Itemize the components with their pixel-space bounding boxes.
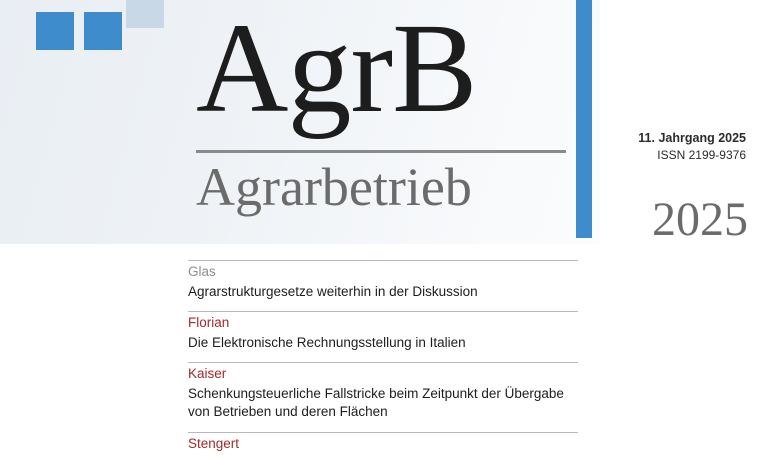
volume-label: 11. Jahrgang 2025 (638, 131, 746, 145)
decorative-square-blue-2 (84, 12, 122, 50)
toc-entry[interactable] (188, 358, 578, 421)
toc-author: Glas (188, 264, 216, 279)
decorative-square-light (126, 0, 164, 28)
journal-title-wrap (196, 0, 566, 139)
journal-title: AgrB (196, 0, 477, 139)
vertical-blue-bar (576, 0, 592, 238)
toc-entry[interactable] (188, 307, 578, 352)
entry-divider (188, 311, 578, 312)
entry-divider (188, 260, 578, 261)
toc-entry[interactable] (188, 256, 578, 301)
year-label: 2025 (652, 193, 748, 246)
toc-author: Stengert (188, 435, 240, 451)
toc-author: Kaiser (188, 366, 227, 382)
toc-entry[interactable] (188, 428, 578, 453)
toc-headline[interactable]: Schenkungsteuerliche Fallstricke beim Zeitpunkt der Übergabe von Betrieben und deren Flächen (188, 386, 564, 420)
issue-meta (638, 130, 746, 163)
issn-label: ISSN 2199-9376 (657, 147, 746, 162)
title-divider (196, 150, 566, 153)
decorative-square-blue-1 (36, 12, 74, 50)
toc-headline[interactable]: Die Elektronische Rechnungsstellung in Italien (188, 334, 466, 350)
toc-headline[interactable]: Agrarstrukturgesetze weiterhin in der Diskussion (188, 283, 478, 299)
entry-divider (188, 432, 578, 433)
journal-subtitle: Agrarbetrieb (196, 157, 472, 217)
toc-author: Florian (188, 315, 230, 331)
entry-divider (188, 362, 578, 363)
table-of-contents (188, 256, 578, 458)
